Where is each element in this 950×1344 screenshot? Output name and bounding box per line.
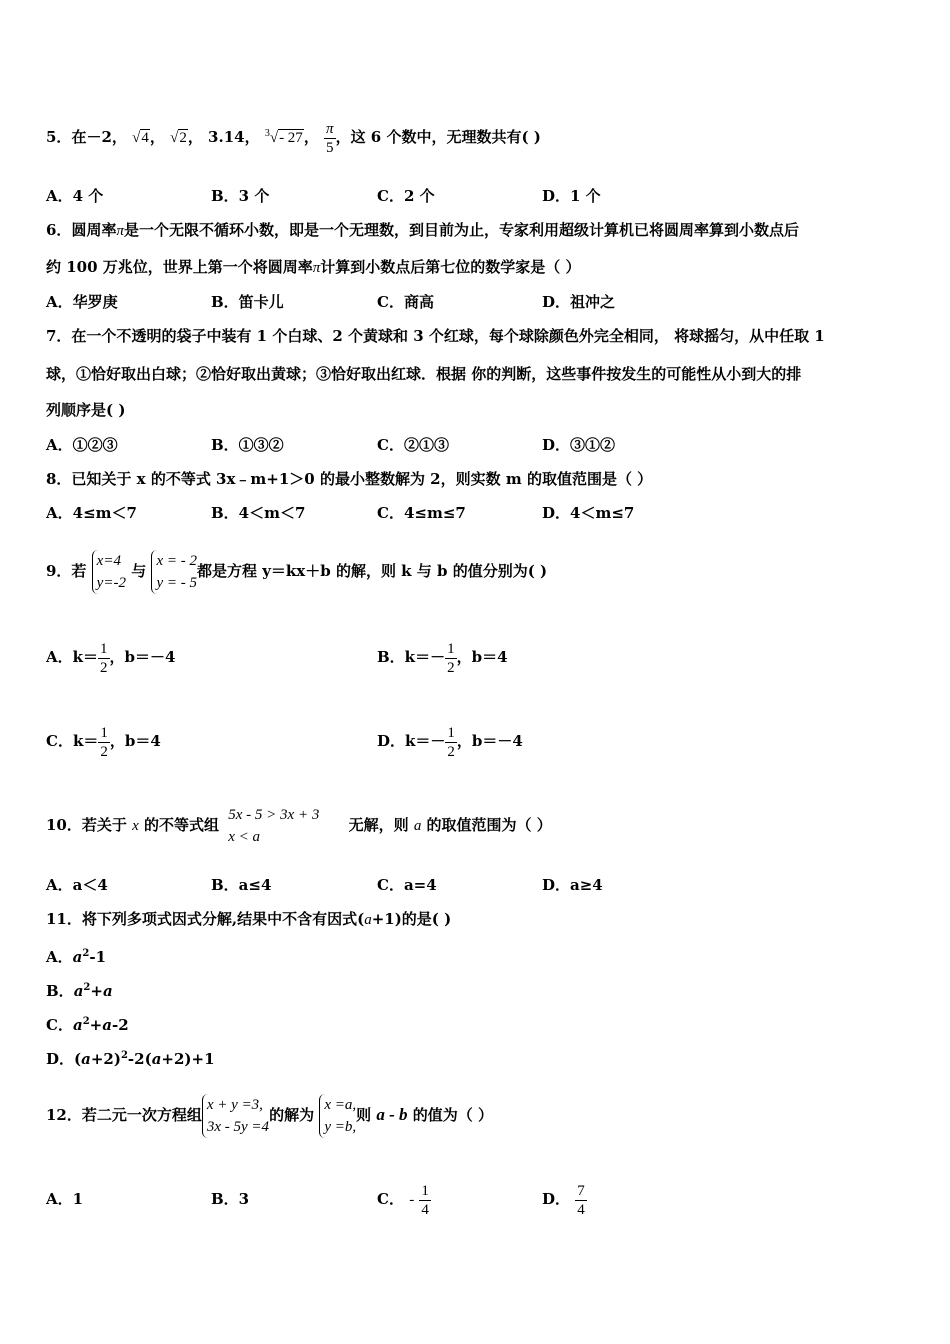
q5-option-b[interactable]: B．3 个 <box>211 187 270 205</box>
q12-option-d[interactable]: D． $\frac{7}{4}$ <box>542 1182 585 1218</box>
q11-line: 11．将下列多项式因式分解,结果中不含有因式(a+1)的是( ) <box>46 910 452 928</box>
q5-decimal: 3.14， <box>208 128 260 146</box>
q10-line: 10．若关于 x 的不等式组 5x - 5 > 3x + 3 x < a 无解，则 a 的取值范围为（ ） <box>46 790 552 861</box>
q11-option-b[interactable]: B．$a^2+a$ <box>46 982 113 1000</box>
q11-option-a[interactable]: A．$a^2-1$ <box>46 948 107 966</box>
q7-line2: 球，①恰好取出白球；②恰好取出黄球；③恰好取出红球．根据 你的判断，这些事件按发生的可能性从小到大的排 <box>46 365 802 383</box>
q8-option-a[interactable]: A．4≤m＜7 <box>46 504 137 522</box>
q9-system-2: x = - 2 y = - 5 <box>151 550 197 594</box>
q5-sqrt2: √2 <box>170 130 187 146</box>
q10-option-d[interactable]: D．a≥4 <box>542 876 603 894</box>
q5-option-d[interactable]: D．1 个 <box>542 187 601 205</box>
q9-system-1: x=4 y=-2 <box>92 550 126 594</box>
q6-option-c[interactable]: C．商高 <box>377 293 434 311</box>
q8-line: 8．已知关于 x 的不等式 3x﹣m+1＞0 的最小整数解为 2，则实数 m 的取值范围是（ ） <box>46 470 653 488</box>
q5-option-c[interactable]: C．2 个 <box>377 187 435 205</box>
q7-option-b[interactable]: B．①③② <box>211 436 284 454</box>
q6-option-b[interactable]: B．笛卡儿 <box>211 293 284 311</box>
q9-option-b[interactable]: B．k＝－ $\frac{1}{2}$ ，b＝4 <box>377 640 508 676</box>
q12-line: 12．若二元一次方程组 x + y =3, 3x - 5y =4 的解为 x =a, y =b, 则 a - b 的值为（ ） <box>46 1080 493 1150</box>
q12-option-c[interactable]: C． - $\frac{1}{4}$ <box>377 1182 429 1218</box>
q5-intro: 在－2， <box>71 128 127 146</box>
q7-option-d[interactable]: D．③①② <box>542 436 616 454</box>
q6-option-a[interactable]: A．华罗庚 <box>46 293 118 311</box>
q5-line: 5．在－2， √4， √2， 3.14， $^3$√- 27， $\frac{\pi}{5}$ ，这 6 个数中，无理数共有( ) <box>46 120 541 156</box>
q5-cbrt: $^3$√- 27 <box>264 128 303 146</box>
q7-option-a[interactable]: A．①②③ <box>46 436 118 454</box>
pi-symbol: π <box>116 223 124 239</box>
q12-option-a[interactable]: A．1 <box>46 1190 84 1208</box>
q11-option-c[interactable]: C．$a^2+a-2$ <box>46 1016 129 1034</box>
q9-line: 9．若 x=4 y=-2 与 x = - 2 y = - 5 都是方程 y＝kx＋b 的解，则 k 与 b 的值分别为( ) <box>46 536 547 606</box>
q9-option-a[interactable]: A．k＝ $\frac{1}{2}$ ，b＝－4 <box>46 640 176 676</box>
q10-option-a[interactable]: A．a＜4 <box>46 876 108 894</box>
q10-option-b[interactable]: B．a≤4 <box>211 876 272 894</box>
q5-sqrt4: √4 <box>132 130 149 146</box>
q5-pi-over-5: $\frac{\pi}{5}$ <box>326 120 334 156</box>
q8-option-c[interactable]: C．4≤m≤7 <box>377 504 466 522</box>
pi-symbol: π <box>312 260 321 276</box>
q10-system: 5x - 5 > 3x + 3 x < a <box>228 807 320 845</box>
q9-option-c[interactable]: C．k＝ $\frac{1}{2}$ ，b＝4 <box>46 724 161 760</box>
q7-line1: 7．在一个不透明的袋子中装有 1 个白球、2 个黄球和 3 个红球，每个球除颜色外完全相同， 将球摇匀，从中任取 1 <box>46 327 825 345</box>
q7-option-c[interactable]: C．②①③ <box>377 436 449 454</box>
q12-option-b[interactable]: B．3 <box>211 1190 250 1208</box>
q6-option-d[interactable]: D．祖冲之 <box>542 293 616 311</box>
q6-line2: 约 100 万兆位，世界上第一个将圆周率π计算到小数点后第七位的数学家是（ ） <box>46 258 581 276</box>
q10-option-c[interactable]: C．a=4 <box>377 876 437 894</box>
q8-option-b[interactable]: B．4＜m＜7 <box>211 504 306 522</box>
q7-line3: 列顺序是( ) <box>46 401 126 419</box>
q6-line1: 6．圆周率π是一个无限不循环小数，即是一个无理数，到目前为止，专家利用超级计算机已将圆周率算到小数点后 <box>46 221 799 239</box>
q8-option-d[interactable]: D．4＜m≤7 <box>542 504 635 522</box>
q9-option-d[interactable]: D．k＝－ $\frac{1}{2}$ ，b＝－4 <box>377 724 523 760</box>
q5-option-a[interactable]: A．4 个 <box>46 187 104 205</box>
q12-system-2: x =a, y =b, <box>319 1094 356 1138</box>
q12-system-1: x + y =3, 3x - 5y =4 <box>202 1094 269 1138</box>
q5-tail: ，这 6 个数中，无理数共有( ) <box>335 128 541 146</box>
q5-number: 5． <box>46 128 72 146</box>
q11-option-d[interactable]: D．$(a+2)^2-2(a+2)+1$ <box>46 1050 215 1068</box>
